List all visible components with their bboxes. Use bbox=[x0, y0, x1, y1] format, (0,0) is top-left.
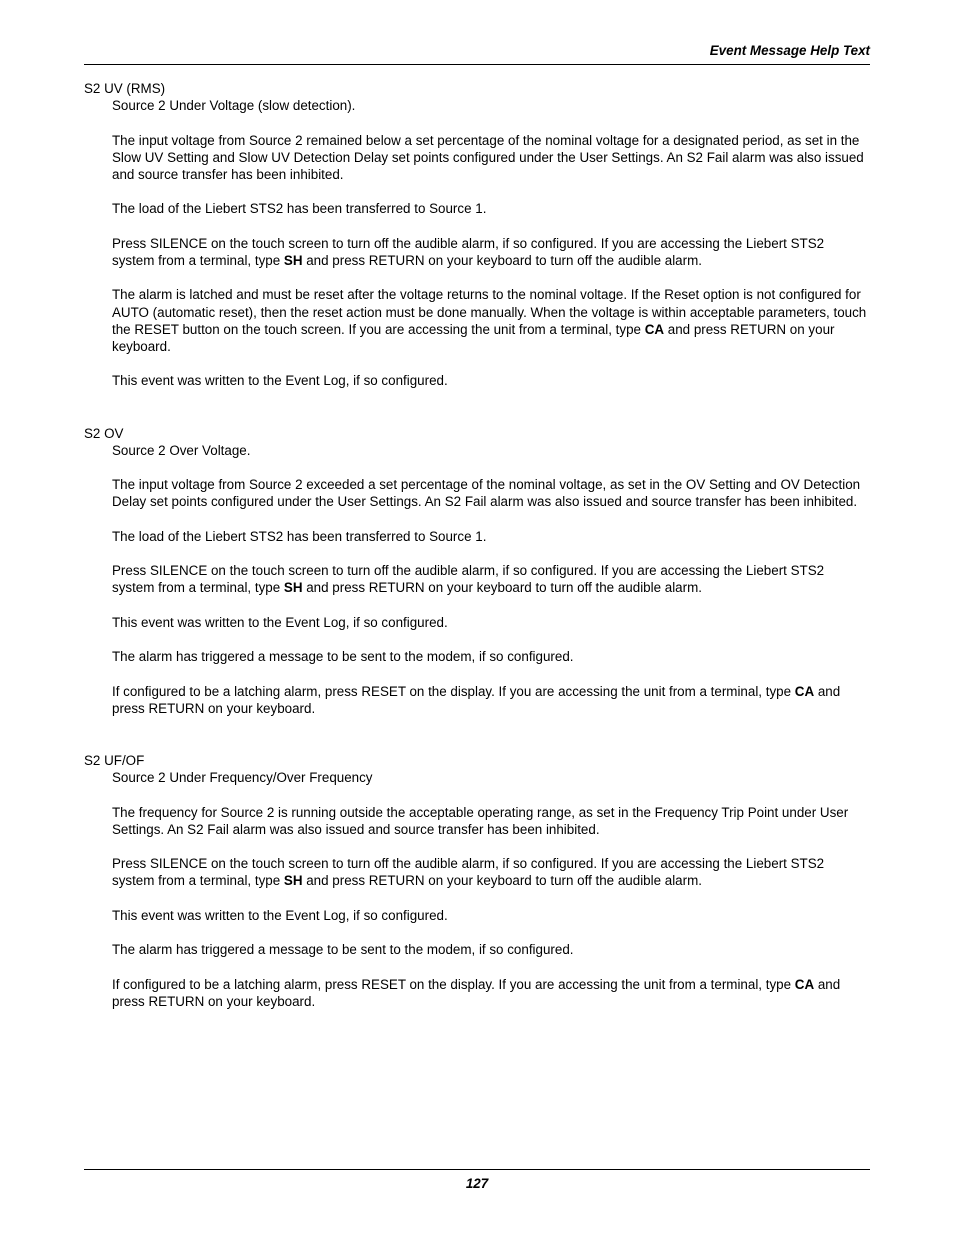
event-description bbox=[112, 769, 870, 1010]
event-paragraph: The alarm has triggered a message to be sent to the modem, if so configured. bbox=[112, 649, 574, 665]
command-keyword: SH bbox=[283, 873, 303, 889]
event-paragraph bbox=[112, 855, 870, 889]
paragraph-text: The alarm is latched and must be reset after the voltage returns to the nominal voltage. If the Reset option is not configured for AUTO (automatic reset), then the reset action must be done manually. When the voltage is within acceptable parameters, touch the RESET button on the touch screen. If you are accessing the unit from a terminal, type bbox=[112, 287, 867, 337]
event-paragraph: The alarm has triggered a message to be sent to the modem, if so configured. bbox=[112, 942, 574, 958]
paragraph-text: If configured to be a latching alarm, press RESET on the display. If you are accessing the unit from a terminal, type bbox=[112, 976, 795, 992]
footer-rule bbox=[84, 1169, 870, 1170]
paragraph-text: Press SILENCE on the touch screen to turn off the audible alarm, if so configured. If you are accessing the Liebert STS2 system from a terminal, type bbox=[112, 856, 825, 889]
running-header-title: Event Message Help Text bbox=[709, 43, 870, 58]
command-keyword: SH bbox=[283, 252, 303, 268]
event-paragraph bbox=[112, 235, 870, 269]
event-summary: Source 2 Under Voltage (slow detection). bbox=[112, 98, 356, 114]
paragraph-text: and press RETURN on your keyboard. bbox=[112, 683, 841, 716]
event-paragraph: The frequency for Source 2 is running outside the acceptable operating range, as set in the Frequency Trip Point under User Settings. An S2 Fail alarm was also issued and source transfer has been inhibited. bbox=[112, 804, 849, 837]
event-entry bbox=[84, 80, 870, 390]
event-term: S2 UF/OF bbox=[84, 752, 145, 768]
event-paragraph: This event was written to the Event Log, if so configured. bbox=[112, 907, 448, 923]
event-entry bbox=[84, 752, 870, 1010]
command-keyword: CA bbox=[794, 683, 815, 699]
event-paragraph: The input voltage from Source 2 exceeded a set percentage of the nominal voltage, as set in the OV Setting and OV Detection Delay set points configured under the User Settings. An S2 Fail alarm was also issued and source transfer has been inhibited. bbox=[112, 477, 861, 510]
command-keyword: CA bbox=[644, 321, 665, 337]
paragraph-text: If configured to be a latching alarm, press RESET on the display. If you are accessing the unit from a terminal, type bbox=[112, 683, 795, 699]
event-paragraph bbox=[112, 976, 870, 1010]
event-paragraph bbox=[112, 683, 870, 717]
event-paragraph: This event was written to the Event Log, if so configured. bbox=[112, 614, 448, 630]
event-paragraph: The input voltage from Source 2 remained below a set percentage of the nominal voltage for a designated period, as set in the Slow UV Setting and Slow UV Detection Delay set points configured under the User Settings. An S2 Fail alarm was also issued and source transfer has been inhibited. bbox=[112, 132, 864, 182]
event-description bbox=[112, 97, 870, 389]
paragraph-text: and press RETURN on your keyboard to turn off the audible alarm. bbox=[302, 873, 702, 889]
event-summary: Source 2 Under Frequency/Over Frequency bbox=[112, 770, 373, 786]
event-term: S2 UV (RMS) bbox=[84, 81, 166, 96]
event-paragraph bbox=[112, 562, 870, 596]
event-term: S2 OV bbox=[84, 425, 124, 441]
event-paragraph: This event was written to the Event Log, if so configured. bbox=[112, 373, 448, 389]
event-paragraph: The load of the Liebert STS2 has been transferred to Source 1. bbox=[112, 528, 487, 544]
event-summary: Source 2 Over Voltage. bbox=[112, 442, 251, 458]
command-keyword: SH bbox=[283, 580, 303, 596]
event-entry bbox=[84, 425, 870, 717]
paragraph-text: Press SILENCE on the touch screen to turn off the audible alarm, if so configured. If you are accessing the Liebert STS2 system from a terminal, type bbox=[112, 563, 825, 596]
page-number: 127 bbox=[465, 1176, 489, 1191]
command-keyword: CA bbox=[794, 976, 815, 992]
paragraph-text: and press RETURN on your keyboard to turn off the audible alarm. bbox=[302, 252, 702, 268]
event-description bbox=[112, 442, 870, 717]
paragraph-text: and press RETURN on your keyboard to turn off the audible alarm. bbox=[302, 580, 702, 596]
paragraph-text: Press SILENCE on the touch screen to turn off the audible alarm, if so configured. If you are accessing the Liebert STS2 system from a terminal, type bbox=[112, 235, 825, 268]
event-paragraph: The load of the Liebert STS2 has been transferred to Source 1. bbox=[112, 201, 487, 217]
header-rule bbox=[84, 64, 870, 65]
event-paragraph bbox=[112, 286, 870, 355]
paragraph-text: and press RETURN on your keyboard. bbox=[112, 976, 841, 1009]
paragraph-text: and press RETURN on your keyboard. bbox=[112, 321, 835, 354]
help-text-content bbox=[84, 80, 870, 1045]
